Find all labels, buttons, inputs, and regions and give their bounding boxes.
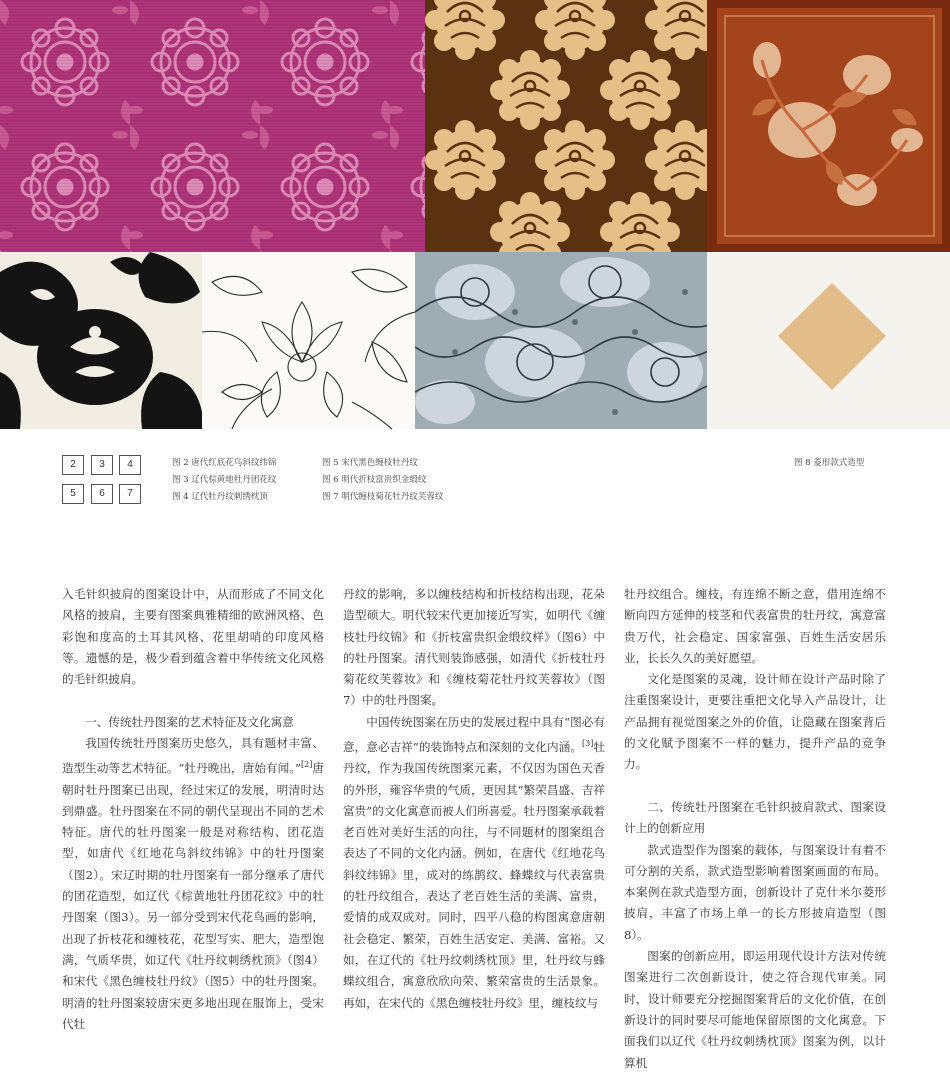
caption-fig-3: 图 3 辽代棕黄地牡丹团花纹 bbox=[172, 475, 277, 485]
caption-fig-7: 图 7 明代缠枝菊花牡丹纹芙蓉纹 bbox=[322, 492, 444, 502]
section-heading-2: 二、传统牡丹图案在毛针织披肩款式、图案设计上的创新应用 bbox=[624, 799, 886, 836]
citation-3: [3] bbox=[581, 739, 594, 749]
paragraph-text: 中国传统图案在历史的发展过程中具有“图必有意，意必吉祥”的装饰特点和深刻的文化内涵。 bbox=[343, 714, 605, 754]
paragraph: 款式造型作为图案的载体，与图案设计有着不可分割的关系，款式造型影响着图案画面的布局。本案例在款式造型方面，创新设计了克什米尔菱形披肩，丰富了市场上单一的长方形披肩造型（图8）。 bbox=[624, 842, 886, 942]
figure-8-diamond-shape bbox=[707, 252, 950, 429]
citation-2: [2] bbox=[301, 760, 313, 770]
figure-number-6: 6 bbox=[91, 484, 113, 504]
paragraph bbox=[343, 712, 605, 1014]
figure-3-brown-peony-roundel bbox=[425, 0, 707, 252]
figure-number-3: 3 bbox=[91, 455, 113, 475]
paragraph: 牡丹纹组合。缠枝，有连绵不断之意，借用连绵不断向四方延伸的枝茎和代表富贵的牡丹纹，寓意富贵万代，社会稳定、国家富强、百姓生活安居乐业，长长久久的美好愿望。 bbox=[624, 587, 886, 665]
figure-4-embroidered-pillow-top bbox=[707, 0, 950, 252]
caption-fig-8: 图 8 菱形款式造型 bbox=[794, 458, 865, 468]
paragraph bbox=[62, 733, 324, 1035]
paragraph: 文化是图案的灵魂，设计师在设计产品时除了注重图案设计，更要注重把文化导入产品设计，让产品拥有视觉图案之外的价值，让隐藏在图案背后的文化赋予图案不一样的魅力，提升产品的竞争力。 bbox=[624, 672, 886, 772]
text-column-1 bbox=[62, 584, 324, 1035]
paragraph-text: 唐朝时牡丹图案已出现，经过宋辽的发展，明清时达到鼎盛。牡丹图案在不同的朝代呈现出不同的艺术特征。唐代的牡丹图案一般是对称结构、团花造型，如唐代《红地花鸟斜纹纬锦》中的牡丹图案（图2）。宋辽时期的牡丹图案有一部分继承了唐代的团花造型，如辽代《棕黄地牡丹团花纹》中的牡丹图案（图3）。另一部分受到宋代花鸟画的影响，出现了折枝花和缠枝花，花型写实、肥大，造型饱满，气质华贵，如辽代《牡丹纹刺绣枕顶》（图4）和宋代《黑色缠枝牡丹纹》（图5）中的牡丹图案。明清的牡丹图案较唐宋更多地出现在服饰上，受宋代牡 bbox=[62, 761, 324, 1031]
figure-6-gold-brocade-branch bbox=[202, 252, 415, 429]
text-column-2 bbox=[343, 584, 605, 1014]
figure-number-4: 4 bbox=[119, 455, 141, 475]
paragraph: 丹纹的影响，多以缠枝结构和折枝结构出现，花朵造型硕大。明代较宋代更加接近写实，如明代《缠枝牡丹纹锦》和《折枝富贵织金缎纹样》（图6）中的牡丹图案。清代则装饰感强，如清代《折枝牡丹菊花纹芙蓉妆》和《缠枝菊花牡丹纹芙蓉妆》（图7）中的牡丹图案。 bbox=[343, 587, 605, 708]
text-column-3 bbox=[624, 584, 886, 1074]
figure-number-5: 5 bbox=[62, 484, 84, 504]
figure-number-7: 7 bbox=[119, 484, 141, 504]
caption-fig-2: 图 2 唐代红底花鸟斜纹纬锦 bbox=[172, 458, 277, 468]
caption-fig-6: 图 6 明代折枝富贵织金缎纹 bbox=[322, 475, 427, 485]
figure-2-red-brocade bbox=[0, 0, 425, 252]
paragraph: 图案的创新应用，即运用现代设计方法对传统图案进行二次创新设计，使之符合现代审美。同时，设计师要充分挖掘图案背后的文化价值，在创新设计的同时要尽可能地保留原图的文化寓意。下面我们以辽代《牡丹纹刺绣枕顶》图案为例，以计算机 bbox=[624, 949, 886, 1070]
figure-grid bbox=[0, 0, 950, 430]
caption-fig-4: 图 4 辽代牡丹纹刺绣枕顶 bbox=[172, 492, 268, 502]
figure-5-black-scroll-peony bbox=[0, 252, 202, 429]
caption-fig-5: 图 5 宋代黑色缠枝牡丹纹 bbox=[322, 458, 418, 468]
paragraph: 入毛针织披肩的图案设计中，从而形成了不同文化风格的披肩，主要有图案典雅精细的欧洲风格、色彩饱和度高的土耳其风格、花里胡哨的印度风格等。遗憾的是，极少看到蕴含着中华传统文化风格的毛针织披肩。 bbox=[62, 587, 324, 687]
figure-7-scroll-chrysanthemum-peony bbox=[415, 252, 707, 429]
paragraph-text: 我国传统牡丹图案历史悠久，具有题材丰富、造型生动等艺术特征。“牡丹晚出，唐始有闻。” bbox=[62, 736, 324, 776]
diamond-shawl-shape bbox=[778, 283, 886, 390]
paragraph-text: 牡丹纹，作为我国传统图案元素，不仅因为国色天香的外形，雍容华贵的气质，更因其“繁荣昌盛、吉祥富贵”的文化寓意而被人们所喜爱。牡丹图案承载着老百姓对美好生活的向往，与不同题材的图案组合表达了不同的文化内涵。例如，在唐代《红地花鸟斜纹纬锦》里，成对的练鹊纹、蜂蝶纹与代表富贵的牡丹纹组合，表达了老百姓生活的美满、富贵，爱情的成双成对。同时，四平八稳的构图寓意唐朝社会稳定、繁荣，百姓生活安定、美满、富裕。又如，在辽代的《牡丹纹刺绣枕顶》里，牡丹纹与蜂蝶纹组合，寓意欣欣向荣、繁荣富贵的生活景象。再如，在宋代的《黑色缠枝牡丹纹》里，缠枝纹与 bbox=[343, 739, 605, 1010]
section-heading-1: 一、传统牡丹图案的艺术特征及文化寓意 bbox=[85, 714, 294, 729]
figure-number-2: 2 bbox=[62, 455, 84, 475]
